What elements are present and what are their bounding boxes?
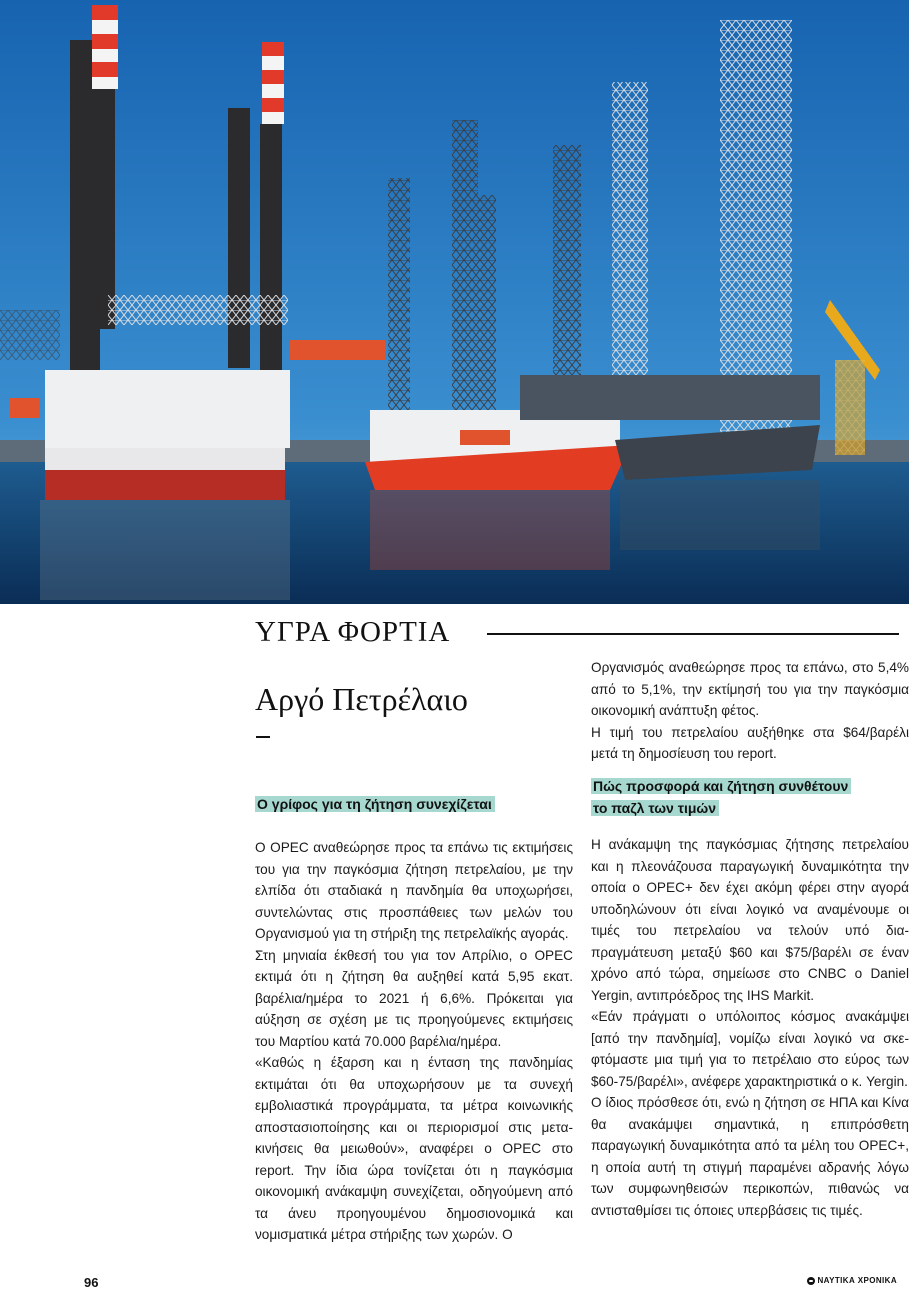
page-number: 96 — [84, 1275, 99, 1290]
paragraph: «Καθώς η έξαρση και η ένταση της πανδημίας εκτιμάται ότι θα υποχωρήσουν με τα συνεχή εμβολιαστικά προγράμματα, τα μέτρα κοινωνικής αποστασιοποίησης και οι περιορισμοί στις μετακινήσεις θα μειωθούν», αναφέρει ο OPEC στο report. Την ίδια ώρα τονίζεται ότι η παγκόσμια οικονομική ανάκαμψη συνεχίζεται, οδηγούμενη από τα άνευ προηγουμένου δημοσιονομικά και νομισματικά μέτρα στήριξης των χωρών. Ο — [255, 1055, 573, 1242]
article-title: Αργό Πετρέλαιο — [255, 681, 468, 717]
section-divider — [487, 633, 899, 635]
subheading-demand-puzzle — [255, 793, 495, 815]
paragraph: Ο OPEC αναθεώρησε προς τα επάνω τις εκτιμήσεις του για την παγκόσμια ζήτηση πετρελαίου, με την ελπίδα ότι σταδιακά η πανδημία θα υποχωρήσει, συντελώντας στις προσπάθειες των μελών του Οργανισμού για τη στήριξη της πετρελαϊκής αγοράς. — [255, 840, 573, 941]
article-column-left — [255, 837, 573, 1246]
paragraph: Οργανισμός αναθεώρησε προς τα επάνω, στο 5,4% από το 5,1%, την εκτίμησή του για την παγκόσμια οικονομική ανάπτυξη φέτος. — [591, 660, 909, 718]
subheading-supply-demand-line1: Πώς προσφορά και ζήτηση συνθέτουν — [591, 778, 851, 794]
subheading-supply-demand — [591, 775, 851, 819]
article-column-right-top — [591, 657, 909, 765]
paragraph: Στη μηνιαία έκθεσή του για τον Απρίλιο, ο OPEC εκτιμά ότι η ζήτηση θα αυξηθεί κατά 5,95 εκατ. βαρέλια/ημέρα το 2021 ή 6,6%. Πρόκειται για αύξηση σε σχέση με τις προηγούμενες εκτιμήσεις του Μαρτίου κατά 70.000 βαρέλια/ημέρα. — [255, 947, 573, 1049]
subheading-demand-puzzle-text: Ο γρίφος για τη ζήτηση συνεχίζεται — [255, 796, 495, 812]
paragraph: Η ανάκαμψη της παγκόσμιας ζήτησης πετρελαίου και η πλεονάζουσα παραγωγική δυναμικότητα την οποία ο OPEC+ δεν έχει ακόμη φέρει στην αγορά υποδηλώνουν ότι είναι λογικό να αναμένουμε οι τιμές του πετρελαίου να τελούν υπό διαπραγμάτευση μεταξύ $60 και $75/βαρέλι σε έναν χρόνο από τώρα, σημείωσε στο CNBC ο Daniel Yergin, αντιπρόεδρος της IHS Markit. — [591, 837, 909, 1003]
section-label: ΥΓΡΑ ΦΟΡΤΙΑ — [255, 616, 451, 648]
paragraph: «Εάν πράγματι ο υπόλοιπος κόσμος ανακάμψει [από την πανδημία], νομίζω είναι λογικό να σκεφτόμαστε μια τιμή για το πετρέλαιο στο εύρος των $60-75/βαρέλι», ανέφερε χαρακτηριστικά ο κ. Yergin. — [591, 1009, 909, 1089]
brand-logo-icon — [807, 1277, 815, 1285]
subheading-supply-demand-line2: το παζλ των τιμών — [591, 800, 719, 816]
brand-name: ΝΑΥΤΙΚΑ ΧΡΟΝΙΚΑ — [817, 1276, 897, 1285]
title-dash — [256, 736, 270, 738]
paragraph: Ο ίδιος πρόσθεσε ότι, ενώ η ζήτηση σε ΗΠΑ και Κίνα θα ανακάμψει σημαντικά, η επιπρόσθετη παραγωγική δυναμικότητα από τα μέλη του OPEC+, η οποία αυτή τη στιγμή παραμένει αδρανής λόγω των συμφωνηθεισών περικοπών, πιθανώς να αντισταθμίσει τις όποιες υπερβάσεις τις τιμές. — [591, 1095, 909, 1218]
article-column-right — [591, 834, 909, 1221]
paragraph: Η τιμή του πετρελαίου αυξήθηκε στα $64/βαρέλι μετά τη δημοσίευση του report. — [591, 724, 909, 761]
publication-brand — [807, 1276, 898, 1285]
offshore-rigs-photo — [0, 0, 909, 604]
